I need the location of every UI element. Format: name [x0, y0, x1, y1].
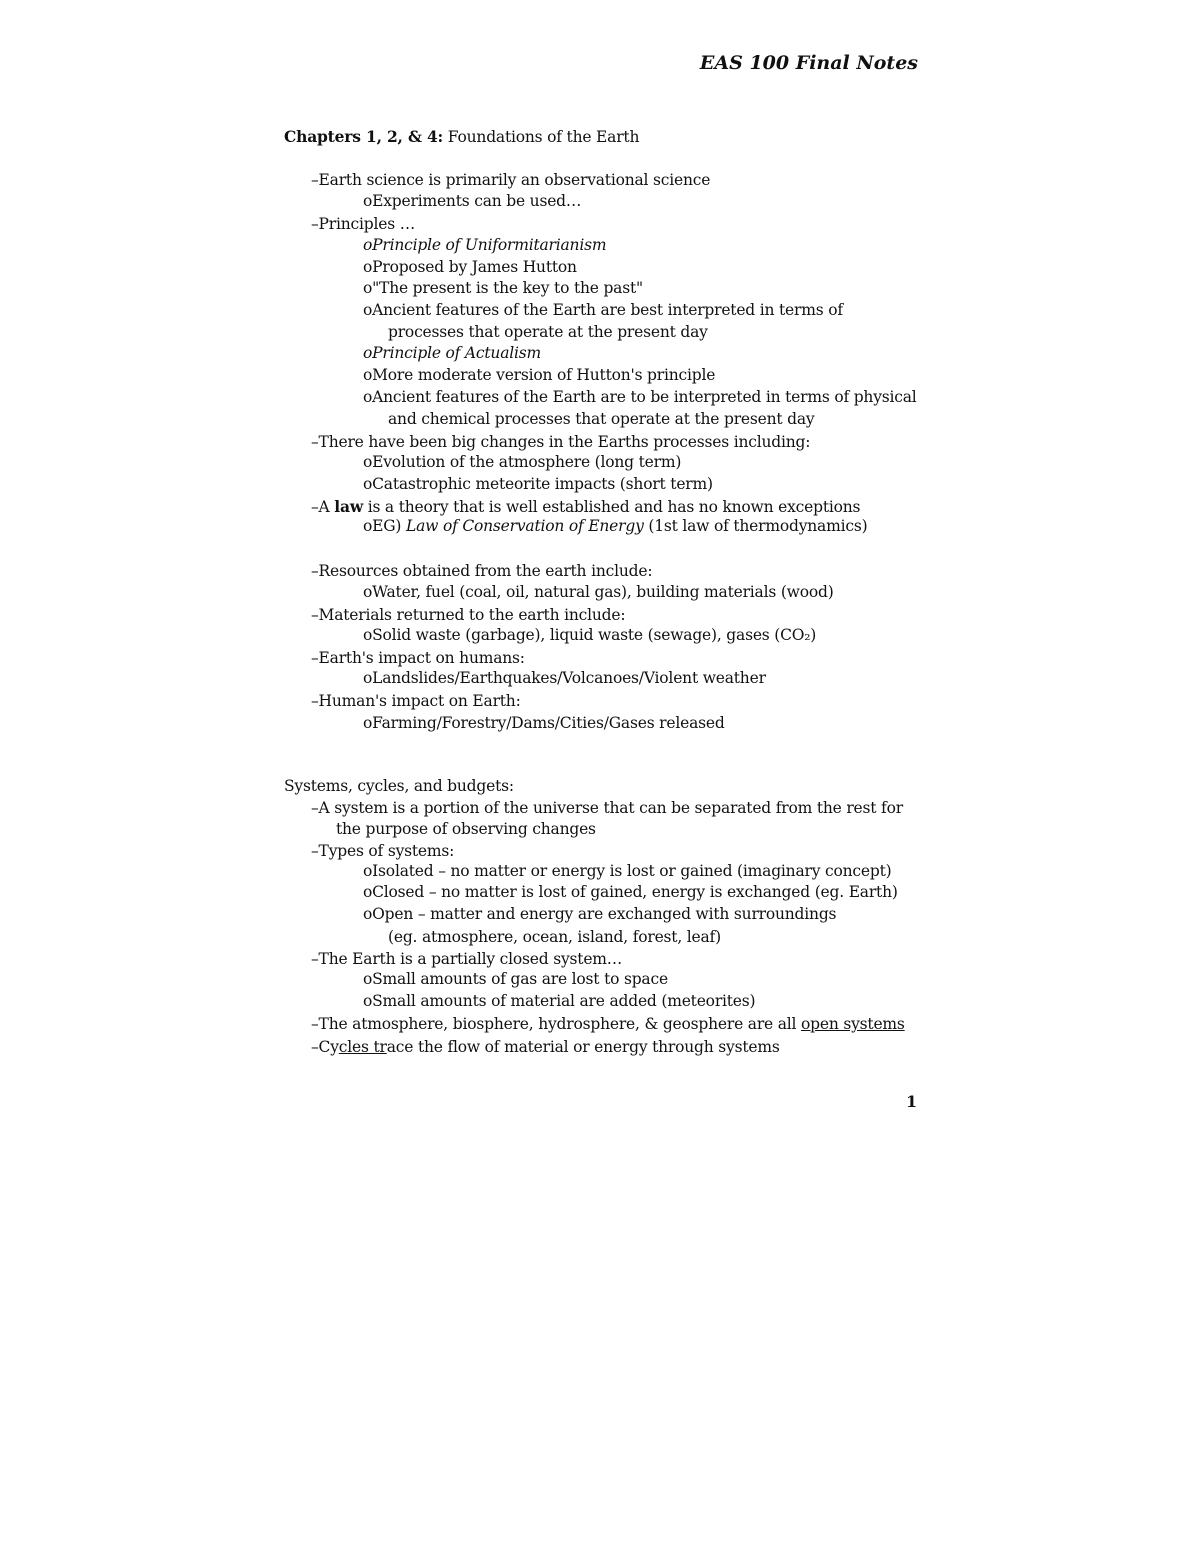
sub-bullet-line: oWater, fuel (coal, oil, natural gas), building materials (wood) — [363, 583, 834, 601]
heading-rest: Foundations of the Earth — [443, 128, 640, 146]
bullet-line: –Types of systems: — [311, 842, 455, 860]
sub-bullet-line: oCatastrophic meteorite impacts (short term) — [363, 475, 713, 493]
cycles-rest: ace the flow of material or energy through systems — [386, 1038, 780, 1056]
bullet-line: –Earth's impact on humans: — [311, 649, 525, 667]
bullet-line — [311, 1013, 905, 1035]
law-term: law — [334, 497, 363, 516]
bullet-line: –The Earth is a partially closed system… — [311, 950, 623, 968]
heading-bold: Chapters 1, 2, & 4: — [284, 127, 444, 146]
cycles-prefix: –Cy — [311, 1038, 339, 1056]
sub-bullet-line: oSmall amounts of material are added (meteorites) — [363, 992, 756, 1010]
sub-bullet-continuation: (eg. atmosphere, ocean, island, forest, leaf) — [388, 928, 721, 946]
bullet-line: –There have been big changes in the Earths processes including: — [311, 433, 811, 451]
sub-bullet-line: oEvolution of the atmosphere (long term) — [363, 453, 682, 471]
sub-bullet-line: o"The present is the key to the past" — [363, 279, 643, 297]
sub-bullet-continuation: and chemical processes that operate at the present day — [388, 410, 815, 428]
bullet-line — [311, 1036, 780, 1058]
sub-bullet-line: oMore moderate version of Hutton's principle — [363, 366, 716, 384]
page-number: 1 — [906, 1092, 918, 1111]
law-prefix: –A — [311, 498, 335, 516]
example-suffix: (1st law of thermodynamics) — [643, 517, 868, 535]
sub-bullet-line: oClosed – no matter is lost of gained, energy is exchanged (eg. Earth) — [363, 883, 898, 901]
law-definition: is a theory that is well established and has no known exceptions — [362, 498, 861, 516]
example-law-name: Law of Conservation of Energy — [406, 517, 644, 535]
bullet-continuation: the purpose of observing changes — [336, 820, 596, 838]
bullet-line: –Principles … — [311, 215, 416, 233]
sub-bullet-line: oAncient features of the Earth are best interpreted in terms of — [363, 301, 843, 319]
sub-bullet-continuation: processes that operate at the present day — [388, 323, 708, 341]
sub-bullet-line: oProposed by James Hutton — [363, 258, 577, 276]
cycles-underlined: cles tr — [338, 1038, 387, 1056]
bullet-line: –Resources obtained from the earth include: — [311, 562, 653, 580]
sub-bullet-line: oSolid waste (garbage), liquid waste (sewage), gases (CO₂) — [363, 626, 817, 644]
section-heading — [284, 126, 639, 148]
sub-bullet-line: oOpen – matter and energy are exchanged with surroundings — [363, 905, 837, 923]
bullet-line: –Human's impact on Earth: — [311, 692, 521, 710]
sub-bullet-line: oLandslides/Earthquakes/Volcanoes/Violent weather — [363, 669, 766, 687]
sub-bullet-line: oPrinciple of Uniformitarianism — [363, 236, 607, 254]
sub-bullet-line: oAncient features of the Earth are to be interpreted in terms of physical — [363, 388, 917, 406]
document-header: EAS 100 Final Notes — [699, 52, 918, 74]
sub-bullet-line — [363, 515, 867, 537]
example-prefix: oEG) — [363, 517, 407, 535]
open-systems-prefix: –The atmosphere, biosphere, hydrosphere, & geosphere are all — [311, 1015, 802, 1033]
sub-bullet-line: oIsolated – no matter or energy is lost or gained (imaginary concept) — [363, 862, 892, 880]
section-heading: Systems, cycles, and budgets: — [284, 777, 514, 795]
open-systems-term: open systems — [801, 1015, 905, 1033]
sub-bullet-line: oPrinciple of Actualism — [363, 344, 542, 362]
bullet-line: –Earth science is primarily an observational science — [311, 171, 711, 189]
bullet-line: –A system is a portion of the universe that can be separated from the rest for — [311, 799, 903, 817]
sub-bullet-line: oSmall amounts of gas are lost to space — [363, 970, 668, 988]
sub-bullet-line: oExperiments can be used… — [363, 192, 582, 210]
bullet-line: –Materials returned to the earth include: — [311, 606, 626, 624]
sub-bullet-line: oFarming/Forestry/Dams/Cities/Gases released — [363, 714, 725, 732]
